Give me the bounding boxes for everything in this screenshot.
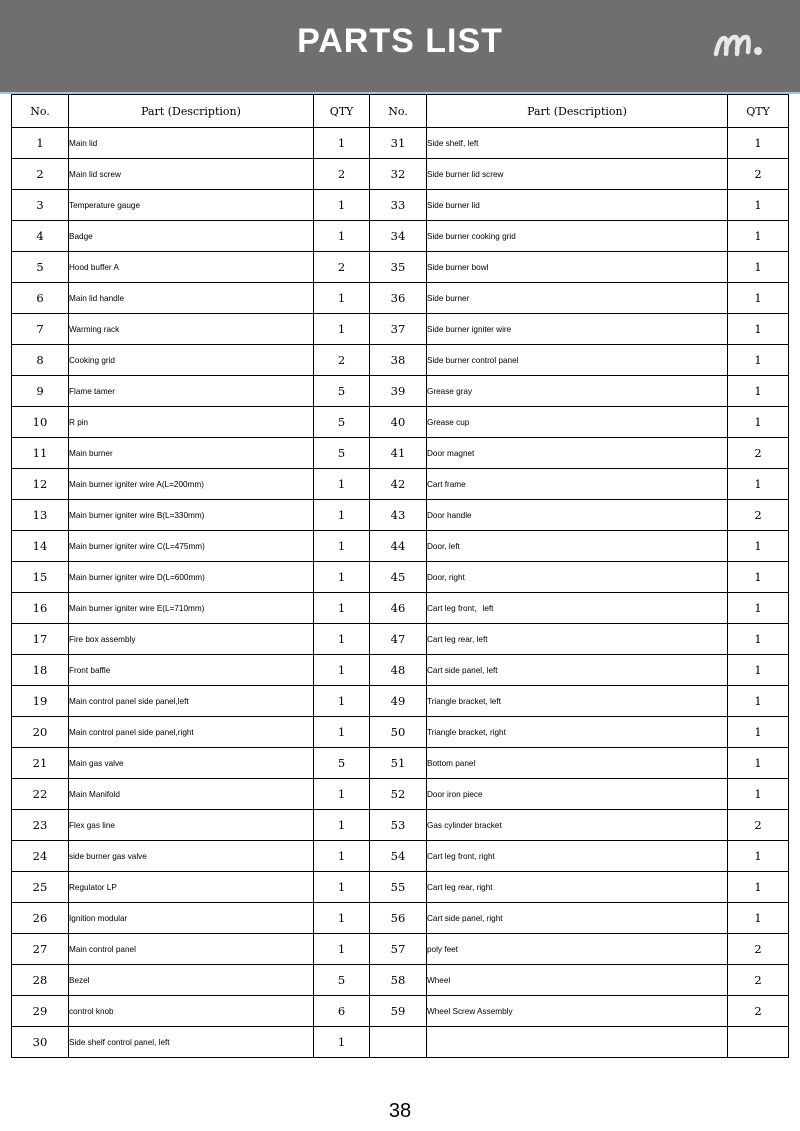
part-description: Main control panel side panel,right [69,717,314,748]
part-number: 44 [370,531,427,562]
part-description: Side burner lid [427,190,728,221]
part-number: 39 [370,376,427,407]
part-quantity: 1 [728,686,789,717]
part-number: 43 [370,500,427,531]
part-quantity: 1 [728,531,789,562]
part-description: Wheel [427,965,728,996]
page-number: 38 [388,1100,412,1122]
part-description: Triangle bracket, right [427,717,728,748]
part-description: Door handle [427,500,728,531]
part-number: 21 [12,748,69,779]
table-row [12,593,789,624]
table-header-row [12,95,789,128]
part-description: Temperature gauge [69,190,314,221]
part-number: 53 [370,810,427,841]
part-quantity: 2 [728,159,789,190]
part-quantity: 5 [314,438,370,469]
part-quantity: 1 [314,903,370,934]
part-description: Hood buffer A [69,252,314,283]
part-quantity: 1 [314,469,370,500]
part-description: Cooking grid [69,345,314,376]
table-row [12,624,789,655]
part-number: 26 [12,903,69,934]
part-quantity: 1 [314,314,370,345]
table-row [12,221,789,252]
part-number: 14 [12,531,69,562]
part-number: 17 [12,624,69,655]
part-number: 51 [370,748,427,779]
part-number: 34 [370,221,427,252]
part-quantity: 1 [314,1027,370,1058]
part-quantity: 1 [728,221,789,252]
part-number: 55 [370,872,427,903]
part-number: 42 [370,469,427,500]
part-number: 11 [12,438,69,469]
part-quantity: 1 [314,221,370,252]
table-row [12,283,789,314]
part-number: 32 [370,159,427,190]
column-header-part-description: Part (Description) [69,95,314,128]
part-number: 24 [12,841,69,872]
part-number: 48 [370,655,427,686]
part-description: Main control panel side panel,left [69,686,314,717]
part-number: 4 [12,221,69,252]
part-description: Badge [69,221,314,252]
part-description: Main burner igniter wire D(L=600mm) [69,562,314,593]
table-row [12,872,789,903]
part-description: R pin [69,407,314,438]
part-quantity: 1 [728,748,789,779]
table-row [12,686,789,717]
part-quantity: 1 [728,779,789,810]
part-description: Main gas valve [69,748,314,779]
part-quantity: 1 [728,128,789,159]
part-number: 7 [12,314,69,345]
column-header-part-description: Part (Description) [427,95,728,128]
part-number: 35 [370,252,427,283]
part-quantity: 1 [728,252,789,283]
part-number: 45 [370,562,427,593]
part-quantity: 1 [314,283,370,314]
part-description: Grease gray [427,376,728,407]
table-row [12,934,789,965]
brand-m-logo-icon [712,30,768,60]
part-quantity: 1 [728,872,789,903]
part-quantity: 1 [314,531,370,562]
part-number: 8 [12,345,69,376]
part-description: Main Manifold [69,779,314,810]
part-number: 19 [12,686,69,717]
part-number: 46 [370,593,427,624]
part-quantity: 2 [728,934,789,965]
part-quantity: 1 [728,376,789,407]
table-row [12,810,789,841]
part-description: Side burner lid screw [427,159,728,190]
part-description: Cart leg rear, right [427,872,728,903]
part-quantity: 2 [314,252,370,283]
part-description: side burner gas valve [69,841,314,872]
part-quantity: 1 [314,717,370,748]
part-description: Main burner igniter wire B(L=330mm) [69,500,314,531]
part-description: Main lid [69,128,314,159]
part-number: 31 [370,128,427,159]
part-number: 47 [370,624,427,655]
part-quantity: 1 [728,283,789,314]
part-number: 28 [12,965,69,996]
part-number: 3 [12,190,69,221]
part-number: 15 [12,562,69,593]
part-number: 9 [12,376,69,407]
part-number: 38 [370,345,427,376]
part-description: Cart leg front, right [427,841,728,872]
part-description: Door magnet [427,438,728,469]
part-number: 13 [12,500,69,531]
part-quantity: 1 [728,407,789,438]
part-description: Main lid screw [69,159,314,190]
table-row [12,252,789,283]
table-row [12,1027,789,1058]
part-description: Main lid handle [69,283,314,314]
part-number: 22 [12,779,69,810]
part-description: Bottom panel [427,748,728,779]
part-quantity: 2 [728,965,789,996]
part-number: 52 [370,779,427,810]
part-quantity: 5 [314,965,370,996]
table-row [12,996,789,1027]
part-description: Cart side panel, right [427,903,728,934]
part-number: 59 [370,996,427,1027]
part-number: 30 [12,1027,69,1058]
column-header-no: No. [370,95,427,128]
part-number: 33 [370,190,427,221]
part-quantity: 2 [314,159,370,190]
table-row [12,531,789,562]
part-description: Side burner [427,283,728,314]
part-quantity: 1 [314,562,370,593]
part-number: 25 [12,872,69,903]
part-quantity: 1 [728,841,789,872]
part-description: Side shelf control panel, left [69,1027,314,1058]
part-description: Main control panel [69,934,314,965]
part-quantity: 5 [314,748,370,779]
part-quantity: 1 [728,593,789,624]
table-row [12,345,789,376]
part-description: Triangle bracket, left [427,686,728,717]
part-quantity: 1 [314,686,370,717]
table-row [12,438,789,469]
part-number: 58 [370,965,427,996]
part-description: Cart side panel, left [427,655,728,686]
part-number: 20 [12,717,69,748]
part-quantity: 1 [728,345,789,376]
part-number: 54 [370,841,427,872]
part-quantity: 1 [314,500,370,531]
part-quantity: 2 [728,996,789,1027]
part-quantity: 1 [314,934,370,965]
part-quantity: 1 [728,655,789,686]
part-description: Regulator LP [69,872,314,903]
part-description [427,1027,728,1058]
part-description: Cart leg rear, left [427,624,728,655]
part-quantity: 1 [314,624,370,655]
part-quantity: 1 [728,190,789,221]
part-quantity: 1 [314,655,370,686]
part-description: Grease cup [427,407,728,438]
part-description: Flex gas line [69,810,314,841]
table-row [12,190,789,221]
part-number: 6 [12,283,69,314]
part-quantity: 1 [314,872,370,903]
table-row [12,655,789,686]
part-description: Fire box assembly [69,624,314,655]
table-row [12,562,789,593]
part-quantity: 5 [314,407,370,438]
part-description: Main burner igniter wire C(L=475mm) [69,531,314,562]
part-number: 23 [12,810,69,841]
part-number: 36 [370,283,427,314]
part-quantity [728,1027,789,1058]
column-header-qty: QTY [728,95,789,128]
part-quantity: 1 [314,779,370,810]
part-number: 40 [370,407,427,438]
column-header-qty: QTY [314,95,370,128]
part-quantity: 1 [314,841,370,872]
part-number: 2 [12,159,69,190]
part-description: Bezel [69,965,314,996]
part-description: Door, right [427,562,728,593]
part-description: poly feet [427,934,728,965]
column-header-no: No. [12,95,69,128]
part-quantity: 1 [728,469,789,500]
part-number: 49 [370,686,427,717]
part-description: Cart frame [427,469,728,500]
part-description: Cart leg front，left [427,593,728,624]
table-row [12,469,789,500]
part-description: Gas cylinder bracket [427,810,728,841]
part-quantity: 1 [314,190,370,221]
table-row [12,500,789,531]
part-description: Side burner control panel [427,345,728,376]
part-number: 16 [12,593,69,624]
part-description: Ignition modular [69,903,314,934]
part-description: Side burner igniter wire [427,314,728,345]
part-quantity: 2 [314,345,370,376]
part-quantity: 2 [728,810,789,841]
part-quantity: 2 [728,500,789,531]
part-description: Front baffle [69,655,314,686]
part-description: Side burner cooking grid [427,221,728,252]
table-row [12,779,789,810]
part-description: Side shelf, left [427,128,728,159]
page-header [0,0,800,92]
part-quantity: 1 [728,903,789,934]
page-title: PARTS LIST [297,22,503,60]
part-description: Warming rack [69,314,314,345]
part-number [370,1027,427,1058]
part-number: 56 [370,903,427,934]
part-number: 57 [370,934,427,965]
part-number: 10 [12,407,69,438]
part-number: 29 [12,996,69,1027]
table-row [12,717,789,748]
part-quantity: 1 [728,624,789,655]
table-row [12,407,789,438]
part-number: 1 [12,128,69,159]
table-row [12,841,789,872]
table-row [12,128,789,159]
table-row [12,748,789,779]
part-quantity: 1 [728,562,789,593]
part-quantity: 1 [314,593,370,624]
table-row [12,314,789,345]
part-description: Door, left [427,531,728,562]
part-quantity: 5 [314,376,370,407]
table-row [12,903,789,934]
part-quantity: 1 [314,810,370,841]
part-number: 12 [12,469,69,500]
part-quantity: 2 [728,438,789,469]
part-description: Flame tamer [69,376,314,407]
table-row [12,159,789,190]
part-quantity: 6 [314,996,370,1027]
part-number: 41 [370,438,427,469]
part-description: Main burner igniter wire A(L=200mm) [69,469,314,500]
part-description: Door iron piece [427,779,728,810]
part-quantity: 1 [728,717,789,748]
part-number: 37 [370,314,427,345]
parts-table [11,94,789,1058]
part-description: Wheel Screw Assembly [427,996,728,1027]
part-description: Main burner [69,438,314,469]
table-row [12,376,789,407]
part-quantity: 1 [314,128,370,159]
part-number: 18 [12,655,69,686]
part-number: 27 [12,934,69,965]
part-description: Main burner igniter wire E(L=710mm) [69,593,314,624]
table-row [12,965,789,996]
part-number: 50 [370,717,427,748]
part-quantity: 1 [728,314,789,345]
part-number: 5 [12,252,69,283]
part-description: control knob [69,996,314,1027]
part-description: Side burner bowl [427,252,728,283]
